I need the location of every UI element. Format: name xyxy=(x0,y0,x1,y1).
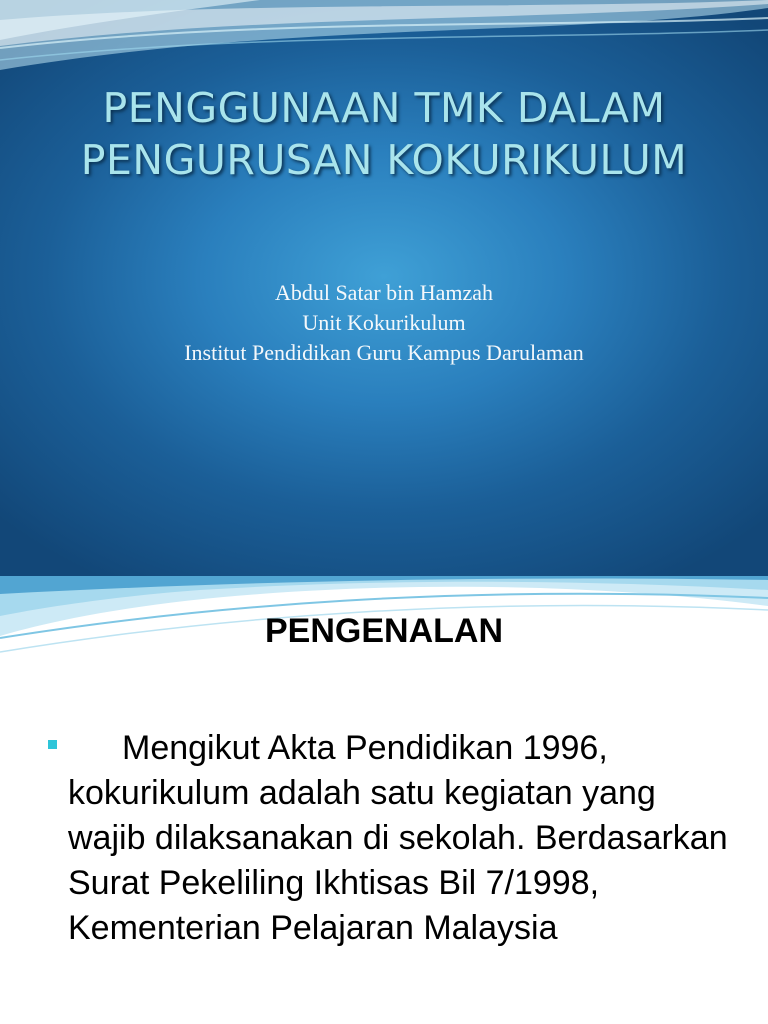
title-line-1: PENGGUNAAN TMK DALAM xyxy=(102,84,666,132)
square-bullet-icon xyxy=(48,740,57,749)
content-slide xyxy=(0,576,768,1024)
author-institution: Institut Pendidikan Guru Kampus Darulaman xyxy=(184,340,584,365)
bullet-text: Mengikut Akta Pendidikan 1996, kokurikulum adalah satu kegiatan yang wajib dilaksanakan di sekolah. Berdasarkan Surat Pekeliling Ikhtisas Bil 7/1998, Kementerian Pelajaran Malaysia xyxy=(68,729,728,947)
author-name: Abdul Satar bin Hamzah xyxy=(274,280,494,305)
slide-title xyxy=(20,82,748,186)
title-line-2: PENGURUSAN KOKURIKULUM xyxy=(80,136,688,184)
author-block xyxy=(20,278,748,368)
section-heading: PENGENALAN xyxy=(264,612,504,650)
author-unit: Unit Kokurikulum xyxy=(302,310,466,335)
